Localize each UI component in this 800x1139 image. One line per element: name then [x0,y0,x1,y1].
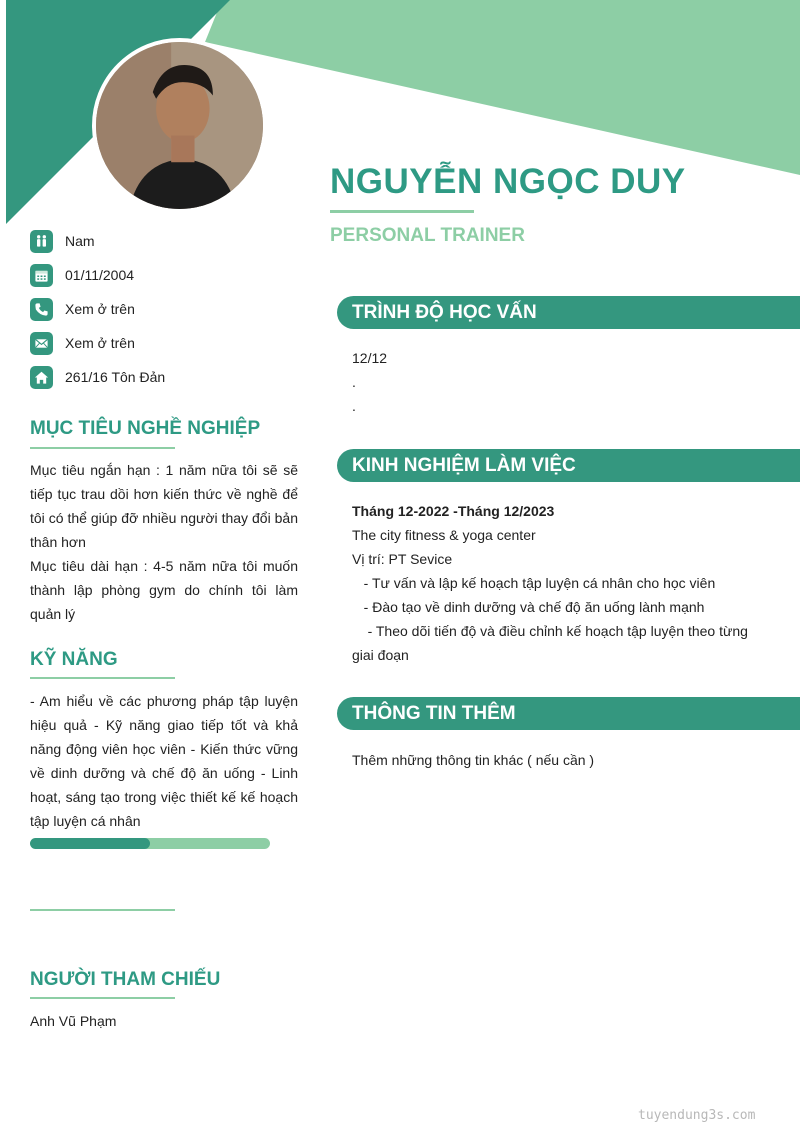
skills-text: - Am hiểu về các phương pháp tập luyện hiệu quả - Kỹ năng giao tiếp tốt và khả năng động viên học viên - Kiến thức vững về dinh dưỡng và chế độ ăn uống - Linh hoạt, sáng tạo trong việc thiết kế kế hoạch tập luyện cá nhân [30,693,298,829]
skills-heading: KỸ NĂNG [30,649,118,670]
phone-text: Xem ở trên [65,301,135,317]
gender-text: Nam [65,233,95,249]
experience-duty: - Tư vấn và lập kế hoạch tập luyện cá nhân cho học viên [352,575,716,591]
contact-email [30,326,300,360]
education-line: 12/12 [352,350,388,366]
experience-period: Tháng 12-2022 -Tháng 12/2023 [352,503,555,519]
top-edge-strip [0,0,6,240]
avatar-illustration [96,42,263,209]
objective-short-term: Mục tiêu ngắn hạn : 1 năm nữa tôi sẽ sẽ tiếp tục trau dồi hơn kiến thức về nghề để tôi có thể giúp đỡ nhiều người thay đổi bản thân hơn [30,462,298,550]
light-green-shape [205,0,800,175]
email-icon [30,332,53,355]
address-text: 261/16 Tôn Đản [65,369,166,385]
section-divider [30,909,175,911]
home-icon [30,366,53,389]
job-title: PERSONAL TRAINER [330,225,525,246]
education-line: . [352,398,356,414]
experience-company: The city fitness & yoga center [352,527,536,543]
experience-duty: - Đào tạo về dinh dưỡng và chế độ ăn uống lành mạnh [352,599,705,615]
experience-heading: KINH NGHIỆM LÀM VIỆC [337,449,800,482]
experience-position: Vị trí: PT Sevice [352,551,453,567]
experience-duty: - Theo dõi tiến độ và điều chỉnh kế hoạch tập luyện theo từng giai đoạn [352,623,752,663]
skills-underline [30,677,175,679]
email-text: Xem ở trên [65,335,135,351]
education-heading: TRÌNH ĐỘ HỌC VẤN [337,296,800,329]
calendar-icon [30,264,53,287]
education-line: . [352,374,356,390]
additional-heading: THÔNG TIN THÊM [337,697,800,730]
additional-text: Thêm những thông tin khác ( nếu cần ) [352,752,595,768]
objective-underline [30,447,175,449]
watermark: tuyendung3s.com [638,1108,756,1123]
references-heading: NGƯỜI THAM CHIẾU [30,969,221,990]
candidate-name: NGUYỄN NGỌC DUY [330,162,686,201]
contact-birthday [30,258,300,292]
phone-icon [30,298,53,321]
experience-section [352,499,772,667]
contact-list [30,224,300,394]
education-section [352,346,772,418]
references-underline [30,997,175,999]
name-underline [330,210,474,213]
skill-level-fill [30,838,150,849]
skill-level-bar [30,838,270,849]
gender-icon [30,230,53,253]
objective-heading: MỤC TIÊU NGHỀ NGHIỆP [30,418,261,439]
contact-phone [30,292,300,326]
avatar [92,38,267,213]
objective-long-term: Mục tiêu dài hạn : 4-5 năm nữa tôi muốn thành lập phòng gym do chính tôi làm quản lý [30,558,298,622]
objective-section [30,458,298,626]
birthday-text: 01/11/2004 [65,267,135,283]
contact-address [30,360,300,394]
references-text: Anh Vũ Phạm [30,1013,117,1029]
contact-gender [30,224,300,258]
